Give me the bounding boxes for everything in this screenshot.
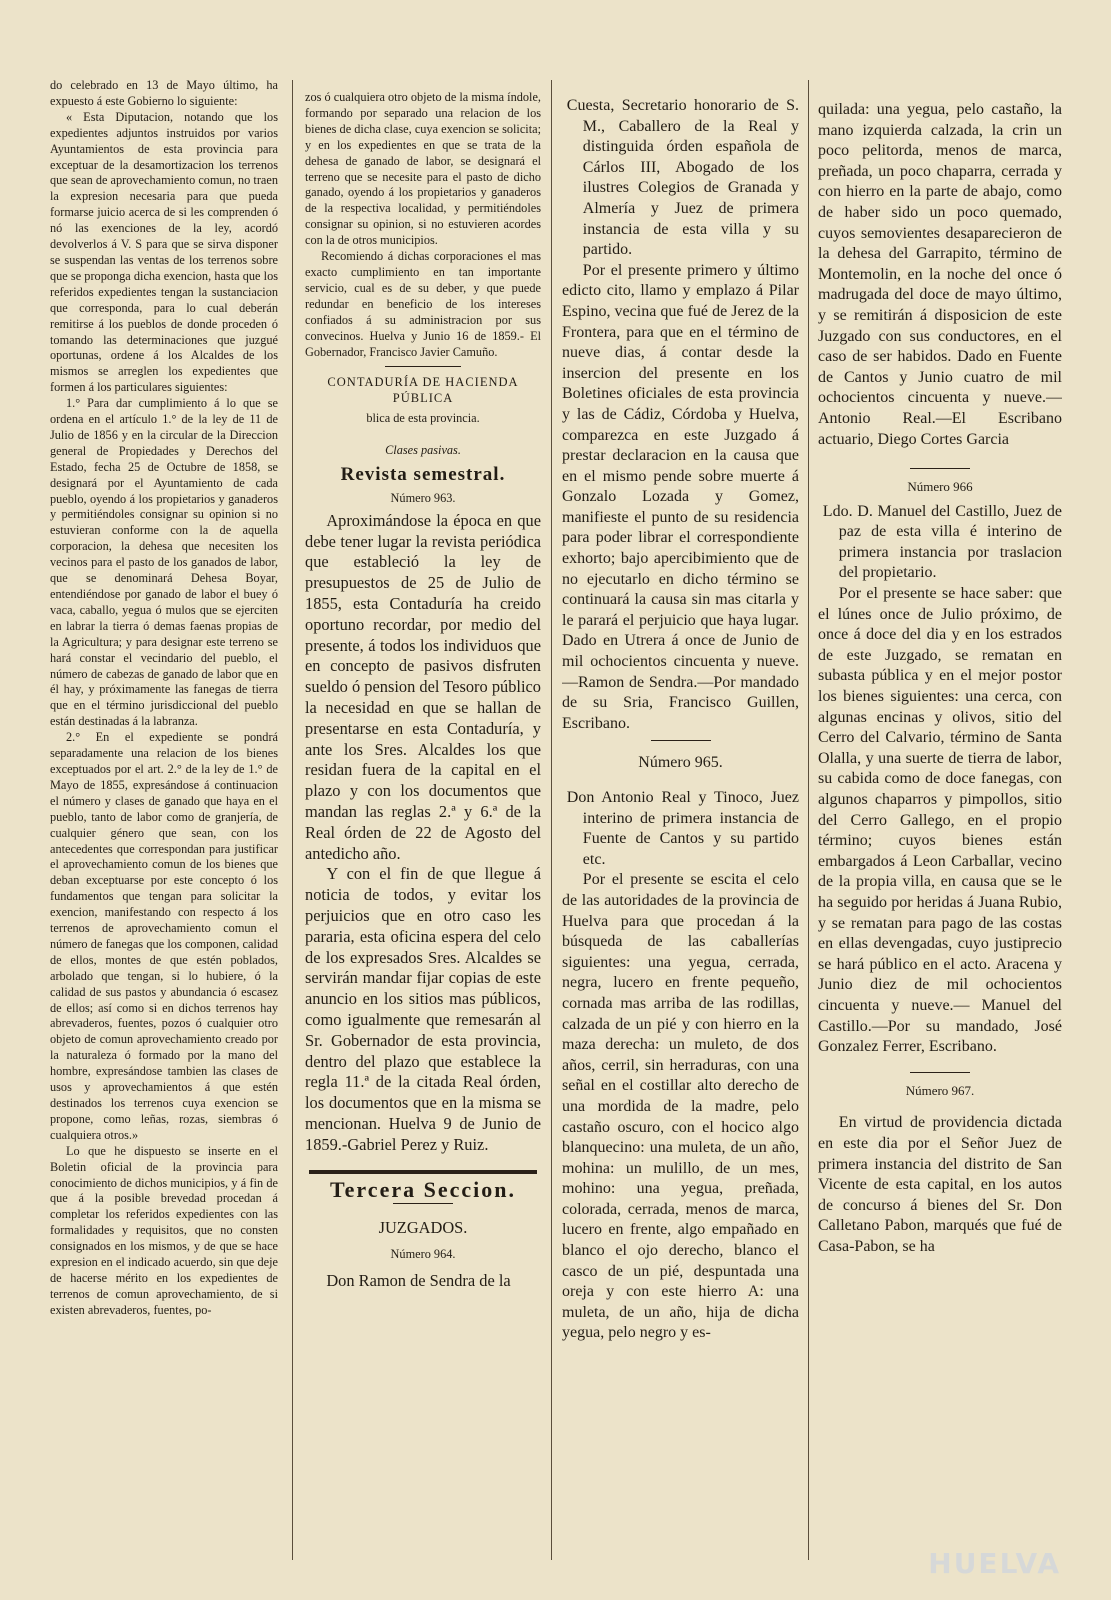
notice-number: Número 967.	[905, 1082, 975, 1098]
notice-number: Número 963.	[390, 490, 456, 505]
divider	[393, 1203, 453, 1204]
column-divider	[808, 80, 809, 1560]
office-subheading: blica de esta provincia.	[366, 411, 480, 426]
column-2	[305, 90, 541, 1292]
section-rule	[309, 1170, 537, 1174]
paragraph: Y con el fin de que llegue á noticia de todos, y evitar los perjuicios que en otro caso les pararia, esta oficina espera del celo de los expresados Sres. Alcaldes se servirán mandar fijar copias de este anuncio en los sitios mas públicos, como igualmente que remesarán al Sr. Gobernador de esta provincia, dentro del plazo que establece la regla 11.ª de la citada Real órden, los documentos que en la misma se mencionan. Huelva 9 de Junio de 1859.-Gabriel Perez y Ruiz.	[305, 864, 541, 1154]
watermark-logo: HUELVA	[928, 1547, 1061, 1580]
paragraph: Cuesta, Secretario honorario de S. M., Caballero de la Real y distinguida órden española de Cárlos III, Abogado de los ilustres Colegios de Granada y Almería y Juez de primera instancia de esta villa y su partido.	[566, 97, 799, 259]
paragraph: 1.° Para dar cumplimiento á lo que se ordena en el artículo 1.° de la ley de 11 de Julio de 1856 y en la circular de la Direccion general de Propiedades y Derechos del Estado, fecha 25 de Octubre de 1858, se designará por el Ayuntamiento de cada pueblo, oyendo á los propietarios y ganaderos y permitiéndoles consignar su opinion si no estuvieran conforme con la de aquella corporacion, la dehesa que necesiten los vecinos para el pasto de los ganados de labor, que se denominará Dehesa Boyar, entendiéndose por ganado de labor el buey ó vaca, caballo, yegua ó mulos que se ejerciten en labrar la tierra ó demas faenas propias de la Agricultura; y para designar este terreno se hará constar el vecindario del pueblo, el número de cabezas de ganado de labor que en él hay, y próximamente las fanegas de tierra que en el término jurisdiccional del pueblo están destinadas á la labranza.	[50, 396, 278, 729]
notice-number: Número 966	[907, 479, 973, 495]
paragraph: quilada: una yegua, pelo castaño, la mano izquierda calzada, la crin un poco pelitorda, menos de marca, preñada, un poco chaparra, cerrada y con hierro en la parte de abajo, como de haber sido un poco quemado, cuyos semovientes desaparecieron de la dehesa del Garrapito, término de Montemolin, en la noche del once ó madrugada del doce de mayo último, y se remitirán á disposicion de este Juzgado con sus conductores, en el caso de ser habidos. Dado en Fuente de Cantos y Junio cuatro de mil ochocientos cincuenta y nueve.— Antonio Real.—El Escribano actuario, Diego Cortes Garcia	[818, 101, 1062, 448]
paragraph: Por el presente se escita el celo de las autoridades de la provincia de Huelva para que procedan á la búsqueda de las caballerías siguientes: una yegua, cerrada, negra, lucero en frente pequeño, cornada mas arriba de las rodillas, calzada de un pié y con hierro en la maza derecha: un muleto, de dos años, cerril, sin herraduras, con una señal en el costillar alto derecho de una mordida de la madre, pelo castaño oscuro, con el hocico algo blanquecino: una muleta, de un año, mohina: un mulillo, de un mes, mohino: una yegua, preñada, colorada, cerrada, menos de marca, lucero en frente, algo empañado en blanco el ojo derecho, blanco el casco de un pié, despuntada una oreja y con este hierro A: una muleta, de un año, hija de dicha yegua, pelo negro y es-	[562, 871, 799, 1342]
notice-number: Número 964.	[390, 1247, 456, 1262]
paragraph: Por el presente se hace saber: que el lúnes once de Julio próximo, de once á doce del dia y en los estrados de este Juzgado, se rematan en subasta pública y en el mejor postor los bienes siguientes: una cerca, con algunas encinas y olivos, sitio del Cerro del Calvario, término de Santa Olalla, y una suerte de tierra de labor, su cabida como de doce fanegas, con algunos chaparros y pimpollos, sitio del Cerro Gallego, en el propio término; cuyos bienes están embargados á Leon Carballar, vecino de la propia villa, en causa que se le ha seguido por heridas á Juana Rubio, y se rematan para pago de las costas en ellas devengadas, cuyo justiprecio se hará público en el acto. Aracena y Junio diez de mil ochocientos cincuenta y nueve.— Manuel del Castillo.—Por su mandado, José Gonzalez Ferrer, Escribano.	[818, 585, 1062, 1056]
notice-title: Revista semestral.	[340, 464, 506, 486]
paragraph: zos ó cualquiera otro objeto de la misma índole, formando por separado una relacion de los bienes de dicha clase, cuya exencion se solicita; y en los expedientes en que se trata de la dehesa de ganado de labor, se designará el terreno que se necesite para el pasto de dicho ganado, oyendo á los propietarios y ganaderos de la respectiva localidad, y permitiéndoles consignar su opinion, si no estuvieren acordes con la de otros municipios.	[305, 90, 541, 248]
divider	[385, 366, 461, 367]
paragraph: Aproximándose la época en que debe tener lugar la revista periódica que estableció la ley de presupuestos de 25 de Julio de 1855, esta Contaduría ha creido oportuno recordar, por medio del presente, á todos los individuos que en concepto de pasivos disfruten sueldo ó pension del Tesoro público la necesidad en que se hallan de presentarse en esta Contaduría, y ante los Sres. Alcaldes los que residan fuera de la capital en el plazo y con los documentos que mandan las reglas 2.ª y 6.ª de la Real órden de 22 de Agosto del antedicho año.	[305, 510, 541, 863]
section-title: Tercera Seccion.	[330, 1176, 516, 1202]
column-3	[562, 96, 799, 1344]
notice-number: Número 965.	[638, 754, 723, 772]
paragraph: « Esta Diputacion, notando que los expedientes adjuntos instruidos por varios Ayuntamientos de esta provincia para exceptuar de la desamortizacion los terrenos que sean de aprovechamiento comun, no traen la expresion necesaria para que pueda formarse juicio acerca de si les comprenden ó nó las exenciones de la ley, acordó devolverlos á V. S para que se sirva disponer se suspendan las ventas de los terrenos sobre que se proponga dicha exencion, hasta que los referidos expedientes tengan la sustanciacion que corresponda, para lo cual deberán remitirse á los pueblos de donde proceden ó tomando las determinaciones que juzgué oportunas, ordene á los Alcaldes de los mismos se arreglen los expedientes que formen á los particulares siguientes:	[50, 109, 278, 395]
paragraph: 2.° En el expediente se pondrá separadamente una relacion de los bienes exceptuados por el art. 2.° de la ley de 1.° de Mayo de 1855, expresándose á continuacion el número y clases de ganado que haya en el pueblo, tanto de labor como de granjería, de cualquier género que sean, con los antecedentes que correspondan para justificar el aprovechamiento comun de los bienes que deban exceptuarse por este concepto ó los fundamentos que tengan para solicitar la exencion, manifestando con respecto á los terrenos de aprovechamiento comun el número de fanegas que los componen, calidad de ellos, montes de que estén poblados, arbolado que tengan, si lo hubiere, ó la calidad de sus pastos y abundancia ó escasez de ellos; así como si en dichos terrenos hay abrevaderos, fuentes, pozos ó cualquier otro objeto de comun aprovechamiento creado por la naturaleza ó formado por la mano del hombre, expresándose tambien las clases de usos y aprovechamientos á que estén destinados los terrenos cuya exencion se propone, como leñas, rozas, siembras ó cualquiera otros.»	[50, 730, 278, 1142]
divider	[651, 740, 711, 741]
divider	[910, 468, 970, 469]
section-label: Clases pasivas.	[385, 443, 461, 458]
paragraph: Don Ramon de Sendra de la	[326, 1271, 511, 1291]
paragraph: Por el presente primero y último edicto cito, llamo y emplazo á Pilar Espino, vecina que fué de Jerez de la Frontera, para que en el término de nueve dias, á contar desde la insercion del presente en los Boletines oficiales de esta provincia y las de Cádiz, Córdoba y Huelva, comparezca en este Juzgado á prestar declaracion en la causa que en el mismo pende sobre muerte á Gonzalo Lozada y Gomez, manifieste el punto de su residencia para poder librar el correspondiente exhorto; bajo apercibimiento que de no ejecutarlo en dicho término se continuará la causa sin mas citarla y le parará el perjuicio que haya lugar. Dado en Utrera á once de Junio de mil ochocientos cincuenta y nueve.—Ramon de Sendra.—Por mandado de su Sria, Francisco Guillen, Escribano.	[562, 261, 799, 732]
paragraph: En virtud de providencia dictada en este dia por el Señor Juez de primera instancia del distrito de San Vicente de esta capital, en los autos de concurso á bienes del Sr. Don Calletano Pabon, marqués que fué de Casa-Pabon, se ha	[818, 1114, 1062, 1255]
column-4	[818, 100, 1062, 1257]
office-heading: CONTADURÍA DE HACIENDA PÚBLICA	[327, 375, 519, 406]
column-divider	[292, 80, 293, 1560]
juzgados-heading: JUZGADOS.	[378, 1218, 468, 1238]
paragraph: Don Antonio Real y Tinoco, Juez interino de primera instancia de Fuente de Cantos y su partido etc.	[566, 789, 799, 868]
column-1	[50, 78, 278, 1319]
divider	[910, 1072, 970, 1073]
paragraph: do celebrado en 13 de Mayo último, ha expuesto á este Gobierno lo siguiente:	[50, 78, 278, 108]
column-divider	[551, 80, 552, 1560]
paragraph: Ldo. D. Manuel del Castillo, Juez de paz de esta villa é interino de primera instancia por traslacion del propietario.	[822, 502, 1062, 582]
paragraph: Recomiendo á dichas corporaciones el mas exacto cumplimiento en tan importante servicio, cual es de su deber, y que puede redundar en beneficio de los intereses confiados á su administracion por sus convecinos. Huelva y Junio 16 de 1859.- El Gobernador, Francisco Javier Camuño.	[305, 249, 541, 359]
paragraph: Lo que he dispuesto se inserte en el Boletin oficial de la provincia para conocimiento de dichos municipios, y á fin de que á la posible brevedad procedan á completar los referidos expedientes con las formalidades y requisitos, que no consten consignados en los mismos, y de que se hace expresion en el indicado acuerdo, sin que deje de hacerse mérito en los expedientes de terrenos de comun aprovechamiento, de si existen abrevaderos, fuentes, po-	[50, 1143, 278, 1317]
